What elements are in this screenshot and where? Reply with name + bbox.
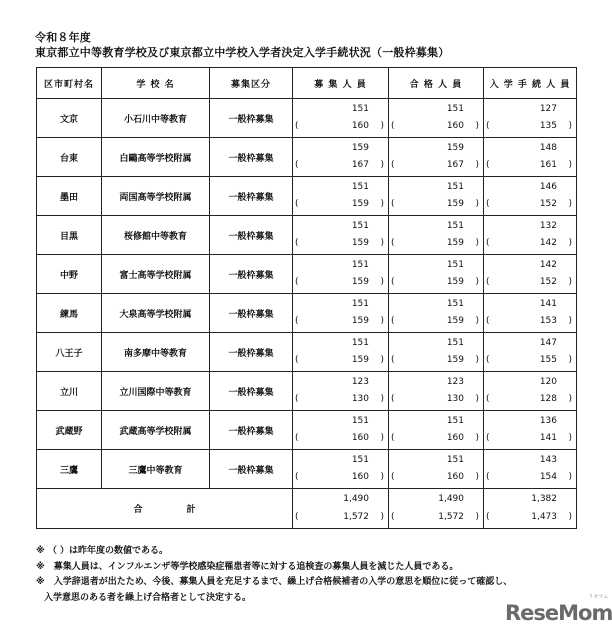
paren-close: ) — [568, 433, 572, 443]
total-label-cell — [37, 489, 293, 529]
passed-current: 151 — [446, 299, 464, 309]
table-row — [37, 450, 577, 489]
enrolled-current: 1,382 — [531, 494, 557, 504]
recruit-prev-value: 159 — [351, 355, 369, 365]
enrolled-current: 120 — [539, 377, 557, 387]
recruit-cell — [293, 489, 389, 529]
recruit-current: 1,490 — [343, 494, 369, 504]
table-row — [37, 333, 577, 372]
category-cell: 一般枠募集 — [210, 450, 293, 489]
school-cell: 両国高等学校附属 — [102, 177, 210, 216]
paren-close: ) — [568, 160, 572, 170]
paren-close: ) — [475, 472, 479, 482]
paren-close: ) — [380, 355, 384, 365]
recruit-previous-year — [295, 199, 384, 211]
passed-prev-value: 159 — [446, 277, 464, 287]
ward-cell: 目黒 — [37, 216, 102, 255]
passed-previous-year — [391, 316, 479, 328]
recruit-previous-year — [295, 512, 384, 524]
passed-cell — [389, 294, 484, 333]
recruit-previous-year — [295, 394, 384, 406]
passed-current: 1,490 — [438, 494, 464, 504]
passed-cell — [389, 138, 484, 177]
table-row — [37, 411, 577, 450]
paren-close: ) — [568, 121, 572, 131]
passed-previous-year — [391, 121, 479, 133]
enrolled-cell — [484, 99, 577, 138]
resemom-logo — [505, 594, 612, 625]
recruit-cell — [293, 372, 389, 411]
recruit-prev-value: 160 — [351, 472, 369, 482]
passed-previous-year — [391, 199, 479, 211]
paren-close: ) — [568, 277, 572, 287]
paren-open: ( — [486, 394, 490, 404]
footnotes — [36, 544, 512, 606]
total-row — [37, 489, 577, 529]
recruit-previous-year — [295, 277, 384, 289]
recruit-current: 151 — [351, 221, 369, 231]
paren-close: ) — [568, 512, 572, 522]
paren-close: ) — [475, 238, 479, 248]
recruit-current: 151 — [351, 455, 369, 465]
passed-previous-year — [391, 394, 479, 406]
paren-open: ( — [391, 160, 395, 170]
header-recruit: 募 集 人 員 — [293, 68, 389, 99]
passed-current: 151 — [446, 182, 464, 192]
paren-open: ( — [486, 160, 490, 170]
enrolled-prev-value: 135 — [539, 121, 557, 131]
school-cell: 三鷹中等教育 — [102, 450, 210, 489]
paren-open: ( — [295, 160, 299, 170]
passed-cell — [389, 177, 484, 216]
paren-open: ( — [486, 238, 490, 248]
ward-cell: 文京 — [37, 99, 102, 138]
passed-current: 151 — [446, 221, 464, 231]
header-ward: 区市町村名 — [37, 68, 102, 99]
recruit-previous-year — [295, 238, 384, 250]
paren-close: ) — [380, 472, 384, 482]
paren-open: ( — [486, 316, 490, 326]
enrolled-prev-value: 1,473 — [531, 512, 557, 522]
paren-close: ) — [475, 121, 479, 131]
passed-current: 151 — [446, 260, 464, 270]
ward-cell: 練馬 — [37, 294, 102, 333]
paren-close: ) — [475, 277, 479, 287]
recruit-previous-year — [295, 472, 384, 484]
ward-cell: 武蔵野 — [37, 411, 102, 450]
category-cell: 一般枠募集 — [210, 216, 293, 255]
recruit-current: 151 — [351, 299, 369, 309]
paren-close: ) — [568, 199, 572, 209]
paren-open: ( — [391, 199, 395, 209]
ward-cell: 台東 — [37, 138, 102, 177]
recruit-prev-value: 159 — [351, 238, 369, 248]
category-cell: 一般枠募集 — [210, 138, 293, 177]
paren-close: ) — [568, 355, 572, 365]
enrolled-current: 136 — [539, 416, 557, 426]
paren-open: ( — [295, 472, 299, 482]
paren-close: ) — [380, 277, 384, 287]
category-cell: 一般枠募集 — [210, 372, 293, 411]
passed-current: 123 — [446, 377, 464, 387]
recruit-cell — [293, 216, 389, 255]
recruit-prev-value: 130 — [351, 394, 369, 404]
table-row — [37, 138, 577, 177]
school-cell: 桜修館中等教育 — [102, 216, 210, 255]
enrolled-previous-year — [486, 238, 572, 250]
enrolled-previous-year — [486, 316, 572, 328]
school-cell: 南多摩中等教育 — [102, 333, 210, 372]
paren-close: ) — [380, 394, 384, 404]
passed-prev-value: 159 — [446, 199, 464, 209]
enrolled-prev-value: 142 — [539, 238, 557, 248]
passed-prev-value: 130 — [446, 394, 464, 404]
paren-open: ( — [391, 316, 395, 326]
paren-open: ( — [391, 238, 395, 248]
passed-current: 159 — [446, 143, 464, 153]
footnote: ※ 募集人員は、インフルエンザ等学校感染症罹患者等に対する追検査の募集人員を減じた人員である。 — [36, 561, 459, 572]
enrolled-cell — [484, 411, 577, 450]
recruit-previous-year — [295, 355, 384, 367]
total-label-b: 計 — [186, 505, 196, 515]
category-cell: 一般枠募集 — [210, 411, 293, 450]
enrolled-previous-year — [486, 433, 572, 445]
passed-cell — [389, 489, 484, 529]
ward-cell: 中野 — [37, 255, 102, 294]
table-row — [37, 372, 577, 411]
school-cell: 富士高等学校附属 — [102, 255, 210, 294]
passed-prev-value: 160 — [446, 433, 464, 443]
enrolled-current: 147 — [539, 338, 557, 348]
logo-text: ReseMom — [505, 601, 612, 625]
paren-close: ) — [380, 238, 384, 248]
recruit-cell — [293, 450, 389, 489]
logo-subtext: リセマム — [588, 594, 609, 600]
paren-close: ) — [475, 394, 479, 404]
ward-cell: 八王子 — [37, 333, 102, 372]
recruit-current: 151 — [351, 416, 369, 426]
table-row — [37, 294, 577, 333]
category-cell: 一般枠募集 — [210, 177, 293, 216]
admission-status-table — [36, 67, 577, 529]
enrolled-current: 143 — [539, 455, 557, 465]
enrolled-cell — [484, 333, 577, 372]
enrolled-previous-year — [486, 160, 572, 172]
passed-previous-year — [391, 160, 479, 172]
recruit-cell — [293, 99, 389, 138]
paren-close: ) — [475, 199, 479, 209]
paren-open: ( — [391, 277, 395, 287]
enrolled-current: 132 — [539, 221, 557, 231]
passed-prev-value: 159 — [446, 316, 464, 326]
recruit-prev-value: 159 — [351, 316, 369, 326]
enrolled-prev-value: 153 — [539, 316, 557, 326]
enrolled-cell — [484, 255, 577, 294]
enrolled-previous-year — [486, 199, 572, 211]
table-row — [37, 255, 577, 294]
passed-previous-year — [391, 355, 479, 367]
enrolled-previous-year — [486, 394, 572, 406]
paren-open: ( — [295, 199, 299, 209]
paren-open: ( — [486, 433, 490, 443]
enrolled-previous-year — [486, 472, 572, 484]
footnote: 入学意思のある者を繰上げ合格者として決定する。 — [44, 592, 252, 603]
paren-open: ( — [486, 121, 490, 131]
table-header-row — [37, 68, 577, 99]
enrolled-previous-year — [486, 355, 572, 367]
paren-open: ( — [295, 121, 299, 131]
paren-open: ( — [391, 433, 395, 443]
enrolled-prev-value: 154 — [539, 472, 557, 482]
footnote: ※ 入学辞退者が出たため、今後、募集人員を充足するまで、繰上げ合格候補者の入学の意思を順位に従って確認し、 — [36, 577, 513, 587]
recruit-prev-value: 159 — [351, 199, 369, 209]
paren-close: ) — [380, 121, 384, 131]
paren-close: ) — [380, 199, 384, 209]
category-cell: 一般枠募集 — [210, 294, 293, 333]
enrolled-prev-value: 155 — [539, 355, 557, 365]
recruit-previous-year — [295, 433, 384, 445]
enrolled-current: 142 — [539, 260, 557, 270]
recruit-current: 151 — [351, 338, 369, 348]
enrolled-prev-value: 161 — [539, 160, 557, 170]
enrolled-current: 127 — [539, 104, 557, 114]
passed-current: 151 — [446, 416, 464, 426]
passed-prev-value: 159 — [446, 238, 464, 248]
recruit-prev-value: 167 — [351, 160, 369, 170]
paren-close: ) — [475, 160, 479, 170]
header-passed: 合 格 人 員 — [389, 68, 484, 99]
ward-cell: 墨田 — [37, 177, 102, 216]
passed-previous-year — [391, 433, 479, 445]
category-cell: 一般枠募集 — [210, 99, 293, 138]
passed-cell — [389, 333, 484, 372]
enrolled-cell — [484, 294, 577, 333]
paren-open: ( — [391, 355, 395, 365]
passed-cell — [389, 372, 484, 411]
recruit-current: 159 — [351, 143, 369, 153]
passed-prev-value: 1,572 — [438, 512, 464, 522]
passed-previous-year — [391, 238, 479, 250]
enrolled-prev-value: 152 — [539, 277, 557, 287]
paren-open: ( — [486, 277, 490, 287]
paren-close: ) — [380, 316, 384, 326]
recruit-prev-value: 159 — [351, 277, 369, 287]
paren-close: ) — [475, 512, 479, 522]
recruit-prev-value: 160 — [351, 121, 369, 131]
recruit-current: 151 — [351, 182, 369, 192]
paren-close: ) — [475, 316, 479, 326]
paren-close: ) — [568, 238, 572, 248]
total-label-a: 合 — [133, 505, 143, 515]
enrolled-cell — [484, 372, 577, 411]
school-cell: 武蔵高等学校附属 — [102, 411, 210, 450]
paren-open: ( — [295, 355, 299, 365]
recruit-previous-year — [295, 160, 384, 172]
recruit-prev-value: 1,572 — [343, 512, 369, 522]
paren-open: ( — [391, 512, 395, 522]
passed-previous-year — [391, 472, 479, 484]
recruit-current: 123 — [351, 377, 369, 387]
recruit-previous-year — [295, 121, 384, 133]
recruit-cell — [293, 177, 389, 216]
passed-prev-value: 167 — [446, 160, 464, 170]
paren-open: ( — [391, 121, 395, 131]
title-year: 令和８年度 — [35, 31, 91, 44]
enrolled-previous-year — [486, 512, 572, 524]
document-title — [35, 30, 449, 60]
recruit-previous-year — [295, 316, 384, 328]
paren-open: ( — [295, 394, 299, 404]
paren-close: ) — [568, 394, 572, 404]
paren-close: ) — [380, 433, 384, 443]
table-row — [37, 216, 577, 255]
enrolled-previous-year — [486, 277, 572, 289]
recruit-prev-value: 160 — [351, 433, 369, 443]
paren-open: ( — [295, 433, 299, 443]
recruit-current: 151 — [351, 260, 369, 270]
enrolled-current: 146 — [539, 182, 557, 192]
enrolled-prev-value: 128 — [539, 394, 557, 404]
table-row — [37, 177, 577, 216]
paren-open: ( — [486, 355, 490, 365]
ward-cell: 立川 — [37, 372, 102, 411]
paren-open: ( — [391, 472, 395, 482]
paren-open: ( — [295, 277, 299, 287]
enrolled-cell — [484, 450, 577, 489]
enrolled-current: 141 — [539, 299, 557, 309]
passed-prev-value: 160 — [446, 121, 464, 131]
enrolled-prev-value: 141 — [539, 433, 557, 443]
paren-open: ( — [295, 316, 299, 326]
paren-close: ) — [568, 472, 572, 482]
passed-previous-year — [391, 277, 479, 289]
header-enrolled: 入 学 手 続 人 員 — [484, 68, 577, 99]
category-cell: 一般枠募集 — [210, 255, 293, 294]
passed-cell — [389, 411, 484, 450]
passed-cell — [389, 216, 484, 255]
header-school: 学 校 名 — [102, 68, 210, 99]
footnote: ※ （ ）は昨年度の数値である。 — [36, 546, 169, 556]
table-row — [37, 99, 577, 138]
header-category: 募集区分 — [210, 68, 293, 99]
paren-close: ) — [380, 160, 384, 170]
enrolled-prev-value: 152 — [539, 199, 557, 209]
passed-prev-value: 159 — [446, 355, 464, 365]
passed-previous-year — [391, 512, 479, 524]
paren-open: ( — [295, 238, 299, 248]
enrolled-previous-year — [486, 121, 572, 133]
enrolled-cell — [484, 489, 577, 529]
enrolled-cell — [484, 138, 577, 177]
passed-current: 151 — [446, 338, 464, 348]
recruit-cell — [293, 411, 389, 450]
recruit-cell — [293, 294, 389, 333]
paren-close: ) — [568, 316, 572, 326]
passed-current: 151 — [446, 455, 464, 465]
paren-close: ) — [380, 512, 384, 522]
school-cell: 立川国際中等教育 — [102, 372, 210, 411]
recruit-cell — [293, 138, 389, 177]
recruit-cell — [293, 255, 389, 294]
paren-open: ( — [486, 472, 490, 482]
paren-open: ( — [391, 394, 395, 404]
paren-open: ( — [486, 512, 490, 522]
paren-open: ( — [486, 199, 490, 209]
passed-cell — [389, 99, 484, 138]
ward-cell: 三鷹 — [37, 450, 102, 489]
title-main: 東京都立中等教育学校及び東京都立中学校入学者決定入学手続状況（一般枠募集） — [35, 46, 450, 59]
paren-close: ) — [475, 355, 479, 365]
passed-prev-value: 160 — [446, 472, 464, 482]
school-cell: 大泉高等学校附属 — [102, 294, 210, 333]
enrolled-cell — [484, 177, 577, 216]
paren-close: ) — [475, 433, 479, 443]
school-cell: 白鷗高等学校附属 — [102, 138, 210, 177]
paren-open: ( — [295, 512, 299, 522]
recruit-cell — [293, 333, 389, 372]
category-cell: 一般枠募集 — [210, 333, 293, 372]
passed-cell — [389, 255, 484, 294]
school-cell: 小石川中等教育 — [102, 99, 210, 138]
enrolled-cell — [484, 216, 577, 255]
passed-current: 151 — [446, 104, 464, 114]
passed-cell — [389, 450, 484, 489]
recruit-current: 151 — [351, 104, 369, 114]
enrolled-current: 148 — [539, 143, 557, 153]
